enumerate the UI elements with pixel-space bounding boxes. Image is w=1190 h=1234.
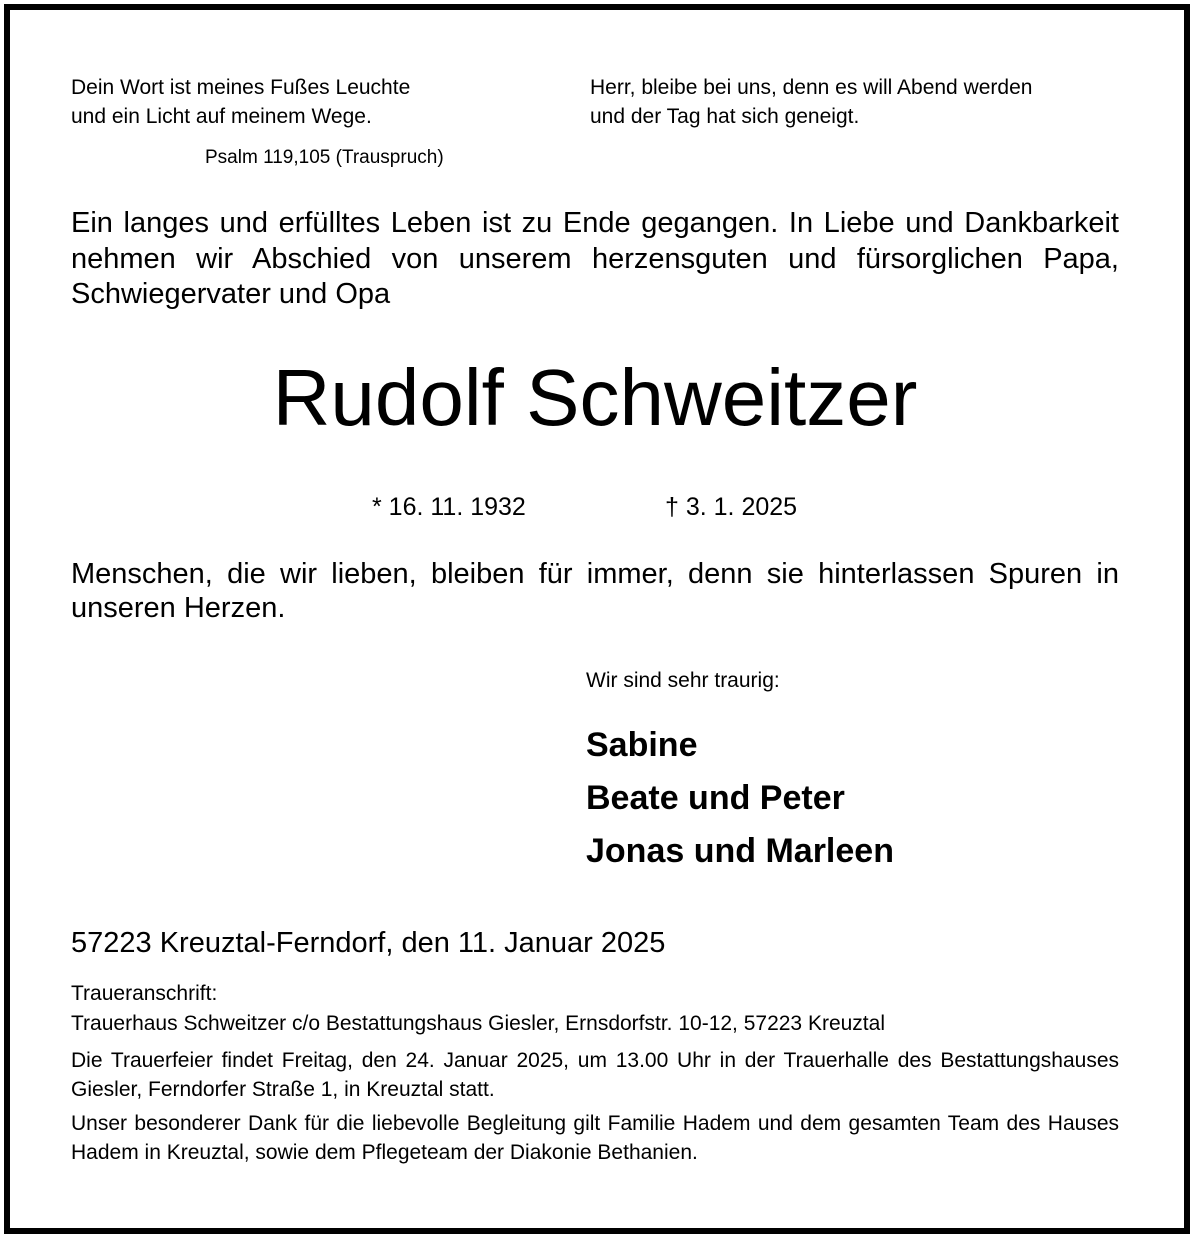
- verse-left: [71, 73, 410, 131]
- mourner-name: Sabine: [586, 726, 698, 764]
- thanks-note: Unser besonderer Dank für die liebevolle Begleitung gilt Familie Hadem und dem gesamten Team des Hauses Hadem in Kreuztal, sowie dem Pflegeteam der Diakonie Bethanien.: [71, 1112, 1119, 1164]
- verse-reference: Psalm 119,105 (Trauspruch): [205, 147, 444, 168]
- mourner-name: Jonas und Marleen: [586, 832, 894, 870]
- address-label: Traueranschrift:: [71, 982, 218, 1005]
- memorial-quote: Menschen, die wir lieben, bleiben für immer, denn sie hinterlassen Spuren in unseren Herzen.: [71, 558, 1119, 624]
- verse-left-line: und ein Licht auf meinem Wege.: [71, 105, 372, 128]
- death-date: † 3. 1. 2025: [665, 493, 798, 521]
- verse-left-line: Dein Wort ist meines Fußes Leuchte: [71, 76, 411, 99]
- verse-right: [590, 73, 1032, 131]
- birth-date: * 16. 11. 1932: [372, 493, 526, 521]
- place-date: 57223 Kreuztal-Ferndorf, den 11. Januar 2025: [71, 927, 666, 959]
- ceremony-info: Die Trauerfeier findet Freitag, den 24. Januar 2025, um 13.00 Uhr in der Trauerhalle des Bestattungshauses Giesler, Ferndorfer Straße 1, in Kreuztal statt.: [71, 1049, 1119, 1101]
- intro-text: Ein langes und erfülltes Leben ist zu Ende gegangen. In Liebe und Dankbarkeit nehmen wir Abschied von unserem herzensguten und fürsorglichen Papa, Schwiegervater und Opa: [71, 207, 1119, 310]
- mourner-name: Beate und Peter: [586, 779, 845, 817]
- mourning-address: Trauerhaus Schweitzer c/o Bestattungshaus Giesler, Ernsdorfstr. 10-12, 57223 Kreuztal: [71, 1012, 885, 1035]
- mourners-intro: Wir sind sehr traurig:: [586, 669, 780, 692]
- deceased-name: Rudolf Schweitzer: [272, 353, 918, 442]
- mourners-list: [586, 719, 894, 878]
- verse-right-line: Herr, bleibe bei uns, denn es will Abend werden: [590, 76, 1033, 99]
- verse-right-line: und der Tag hat sich geneigt.: [590, 105, 860, 128]
